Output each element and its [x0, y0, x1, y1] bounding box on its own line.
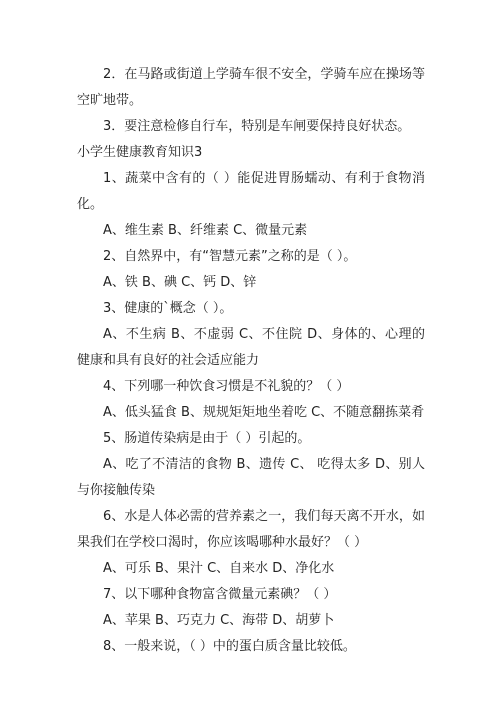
document-body	[77, 62, 425, 660]
question-4: 4、下列哪一种饮食习惯是不礼貌的？（ ）	[103, 379, 350, 394]
question-6: 6、水是人体必需的营养素之一，我们每天离不开水，如果我们在学校口渴时，你应该喝哪种水最好？（ ）	[77, 509, 425, 550]
answer-options-2: A、铁 B、碘 C、钙 D、锌	[103, 275, 257, 290]
answer-options-4: A、低头猛食 B、规规矩矩地坐着吃 C、不随意翻拣菜肴	[103, 405, 425, 420]
answer-options-3: A、不生病 B、不虚弱 C、不住院 D、身体的、心理的健康和具有良好的社会适应能力	[77, 327, 425, 368]
question-7: 7、以下哪种食物富含微量元素碘？（ ）	[103, 587, 337, 602]
answer-options-5: A、吃了不清洁的食物 B、遗传 C、 吃得太多 D、别人与你接触传染	[77, 457, 425, 498]
question-1: 1、蔬菜中含有的（ ）能促进胃肠蠕动、有利于食物消化。	[77, 171, 425, 212]
question-2: 2、自然界中，有“智慧元素”之称的是（ ）。	[103, 249, 357, 264]
question-8: 8、一般来说，（ ）中的蛋白质含量比较低。	[103, 639, 356, 654]
question-5: 5、肠道传染病是由于（ ）引起的。	[103, 431, 311, 446]
answer-options-7: A、苹果 B、巧克力 C、海带 D、胡萝卜	[103, 613, 335, 628]
answer-options-6: A、可乐 B、果汁 C、自来水 D、净化水	[103, 561, 335, 576]
question-3: 3、健康的`概念（ ）。	[103, 301, 233, 316]
section-heading: 小学生健康教育知识3	[77, 145, 203, 160]
answer-options-1: A、维生素 B、纤维素 C、微量元素	[103, 223, 308, 238]
paragraph-bike-safety-2: 2．在马路或街道上学骑车很不安全，学骑车应在操场等空旷地带。	[77, 67, 425, 108]
paragraph-bike-safety-3: 3．要注意检修自行车，特别是车闸要保持良好状态。	[103, 119, 411, 134]
